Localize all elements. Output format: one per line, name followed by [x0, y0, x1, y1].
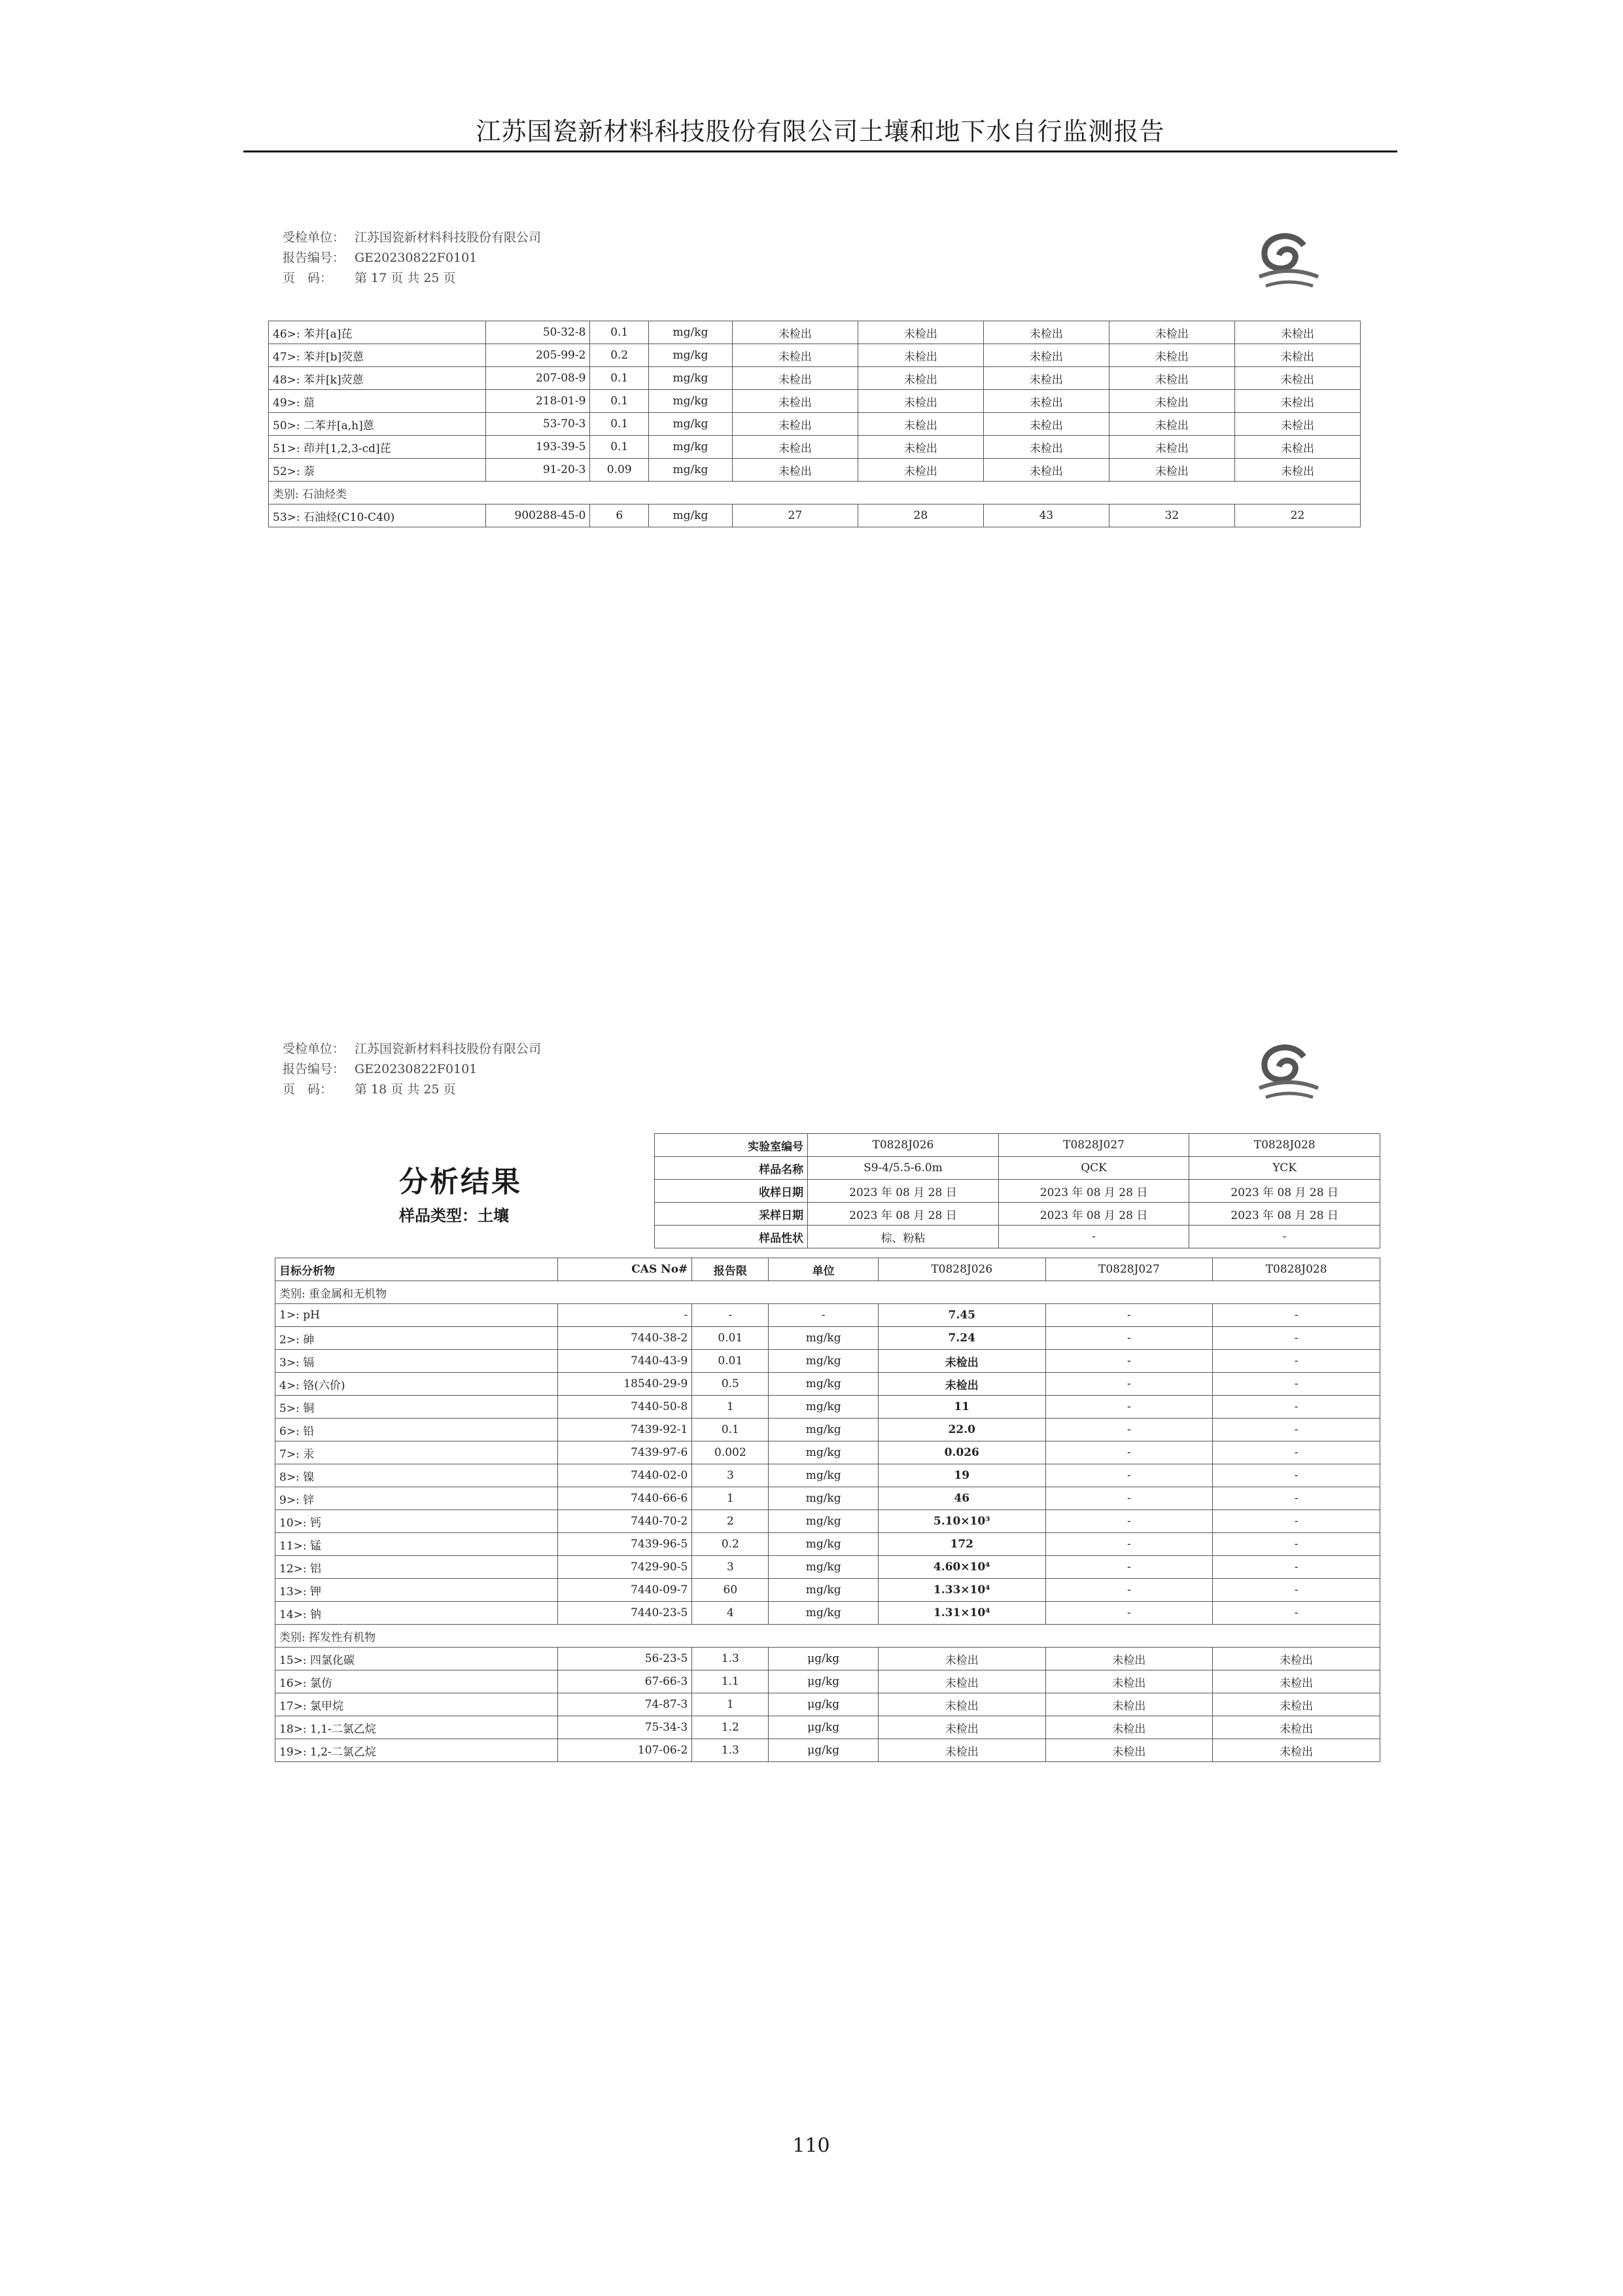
- table-cell: -: [1213, 1373, 1380, 1396]
- table-cell: 样品性状: [655, 1226, 808, 1248]
- table-cell: mg/kg: [649, 413, 733, 436]
- table-row: [275, 1419, 1380, 1441]
- table-cell: mg/kg: [769, 1441, 879, 1464]
- table-cell: 未检出: [983, 436, 1109, 459]
- table-cell: 4: [692, 1602, 769, 1625]
- table-cell: 未检出: [858, 459, 983, 482]
- table-cell: 收样日期: [655, 1180, 808, 1203]
- table-cell: mg/kg: [769, 1533, 879, 1556]
- table-cell: 17>: 氯甲烷: [275, 1693, 558, 1716]
- table-cell: 13>: 钾: [275, 1579, 558, 1602]
- table-cell: 46>: 苯并[a]芘: [269, 321, 486, 344]
- table-cell: 19: [878, 1464, 1045, 1487]
- table-cell: -: [1045, 1602, 1213, 1625]
- scanned-page-17: [262, 216, 1361, 543]
- table-cell: 未检出: [1045, 1670, 1213, 1693]
- results-table-p18: [275, 1258, 1380, 1762]
- table-row: [275, 1350, 1380, 1373]
- table-cell: 未检出: [1213, 1693, 1380, 1716]
- table-cell: 未检出: [1213, 1648, 1380, 1670]
- table-cell: 5.10×10³: [878, 1510, 1045, 1533]
- table-cell: 样品名称: [655, 1157, 808, 1180]
- table-cell: 32: [1109, 504, 1234, 527]
- table-cell: 未检出: [732, 436, 858, 459]
- table-cell: 53>: 石油烃(C10-C40): [269, 504, 486, 527]
- table-cell: 5>: 铜: [275, 1396, 558, 1419]
- table-cell: 未检出: [732, 344, 858, 367]
- table-cell: 未检出: [983, 459, 1109, 482]
- table-cell: 172: [878, 1533, 1045, 1556]
- table-cell: -: [1213, 1510, 1380, 1533]
- table-cell: 12>: 铝: [275, 1556, 558, 1579]
- table-cell: 7440-23-5: [558, 1602, 692, 1625]
- table-cell: 50-32-8: [485, 321, 590, 344]
- table-cell: 900288-45-0: [485, 504, 590, 527]
- table-cell: mg/kg: [769, 1556, 879, 1579]
- table-cell: 218-01-9: [485, 390, 590, 413]
- table-cell: mg/kg: [649, 436, 733, 459]
- table-cell: 0.1: [590, 390, 649, 413]
- table-cell: 7440-43-9: [558, 1350, 692, 1373]
- table-cell: -: [1213, 1304, 1380, 1327]
- table-row: [275, 1693, 1380, 1716]
- table-row: [269, 390, 1361, 413]
- table-cell: T0828J028: [1189, 1134, 1380, 1157]
- table-cell: 未检出: [983, 413, 1109, 436]
- table-cell: -: [1045, 1396, 1213, 1419]
- table-cell: 3>: 镉: [275, 1350, 558, 1373]
- table-cell: 1: [692, 1693, 769, 1716]
- table-cell: mg/kg: [769, 1396, 879, 1419]
- table-cell: -: [1045, 1487, 1213, 1510]
- table-cell: 7440-09-7: [558, 1579, 692, 1602]
- table-cell: 50>: 二苯并[a,h]蒽: [269, 413, 486, 436]
- table-row: [275, 1441, 1380, 1464]
- table-cell: 棕、粉粘: [808, 1226, 999, 1248]
- table-cell: 未检出: [878, 1648, 1045, 1670]
- sample-type: 样品类型：土壤: [399, 1206, 509, 1225]
- company-logo-icon: [1253, 226, 1325, 294]
- info-row: [655, 1203, 1380, 1226]
- table-cell: 8>: 镍: [275, 1464, 558, 1487]
- table-cell: 未检出: [858, 436, 983, 459]
- table-cell: 未检出: [732, 413, 858, 436]
- table-cell: 1.3: [692, 1648, 769, 1670]
- table-cell: 0.1: [590, 413, 649, 436]
- table-cell: μg/kg: [769, 1739, 879, 1762]
- scanned-page-18: [262, 1027, 1361, 1780]
- table-row: [269, 321, 1361, 344]
- table-cell: 28: [858, 504, 983, 527]
- table-row: [275, 1716, 1380, 1739]
- table-cell: 18540-29-9: [558, 1373, 692, 1396]
- table-cell: 未检出: [732, 367, 858, 390]
- table-cell: -: [1045, 1350, 1213, 1373]
- table-cell: 2023 年 08 月 28 日: [1189, 1180, 1380, 1203]
- info-row: [655, 1157, 1380, 1180]
- table-cell: -: [1213, 1487, 1380, 1510]
- table-cell: 未检出: [1234, 413, 1360, 436]
- table-cell: 未检出: [858, 344, 983, 367]
- table-cell: 未检出: [858, 390, 983, 413]
- table-row: [269, 413, 1361, 436]
- table-cell: 107-06-2: [558, 1739, 692, 1762]
- table-row: [275, 1579, 1380, 1602]
- table-cell: 1.3: [692, 1739, 769, 1762]
- table-cell: 报告限: [692, 1258, 769, 1281]
- table-cell: 2023 年 08 月 28 日: [1189, 1203, 1380, 1226]
- table-cell: mg/kg: [649, 344, 733, 367]
- table-cell: 未检出: [1234, 321, 1360, 344]
- table-cell: 60: [692, 1579, 769, 1602]
- table-cell: -: [1213, 1327, 1380, 1350]
- table-cell: 7440-02-0: [558, 1464, 692, 1487]
- table-cell: mg/kg: [769, 1510, 879, 1533]
- table-cell: 未检出: [1234, 367, 1360, 390]
- table-cell: 未检出: [983, 367, 1109, 390]
- table-cell: 未检出: [1109, 436, 1234, 459]
- table-cell: 目标分析物: [275, 1258, 558, 1281]
- page-info: 第 17 页 共 25 页: [355, 271, 456, 285]
- table-cell: μg/kg: [769, 1693, 879, 1716]
- table-cell: -: [1045, 1510, 1213, 1533]
- table-cell: 未检出: [983, 344, 1109, 367]
- table-cell: 1.1: [692, 1670, 769, 1693]
- page-info: 第 18 页 共 25 页: [355, 1082, 456, 1097]
- table-row: [269, 436, 1361, 459]
- report-meta: [283, 1039, 541, 1100]
- table-cell: -: [1045, 1556, 1213, 1579]
- table-cell: μg/kg: [769, 1670, 879, 1693]
- table-cell: 未检出: [1045, 1739, 1213, 1762]
- table-cell: 91-20-3: [485, 459, 590, 482]
- table-cell: 205-99-2: [485, 344, 590, 367]
- table-row: [275, 1327, 1380, 1350]
- table-cell: 未检出: [1109, 321, 1234, 344]
- table-cell: 0.1: [590, 321, 649, 344]
- table-cell: 0.026: [878, 1441, 1045, 1464]
- table-row: [275, 1304, 1380, 1327]
- table-cell: 2023 年 08 月 28 日: [998, 1203, 1189, 1226]
- table-cell: 0.01: [692, 1327, 769, 1350]
- table-cell: mg/kg: [769, 1602, 879, 1625]
- table-row: [275, 1510, 1380, 1533]
- table-cell: 75-34-3: [558, 1716, 692, 1739]
- table-cell: mg/kg: [769, 1579, 879, 1602]
- table-row: [275, 1648, 1380, 1670]
- table-cell: -: [1213, 1533, 1380, 1556]
- client-label: 受检单位：: [283, 230, 345, 245]
- table-cell: -: [1213, 1396, 1380, 1419]
- table-cell: 2023 年 08 月 28 日: [808, 1203, 999, 1226]
- table-cell: 11>: 锰: [275, 1533, 558, 1556]
- table-cell: 10>: 钙: [275, 1510, 558, 1533]
- client-label: 受检单位：: [283, 1042, 345, 1056]
- company-logo-icon: [1253, 1037, 1325, 1105]
- table-cell: 9>: 锌: [275, 1487, 558, 1510]
- table-cell: 2023 年 08 月 28 日: [998, 1180, 1189, 1203]
- table-cell: 未检出: [1213, 1670, 1380, 1693]
- info-row: [655, 1226, 1380, 1248]
- table-cell: 未检出: [983, 390, 1109, 413]
- table-cell: 7.45: [878, 1304, 1045, 1327]
- table-cell: 未检出: [1045, 1716, 1213, 1739]
- table-cell: mg/kg: [649, 390, 733, 413]
- table-cell: 74-87-3: [558, 1693, 692, 1716]
- table-cell: mg/kg: [769, 1419, 879, 1441]
- table-header-row: [275, 1258, 1380, 1281]
- table-cell: 未检出: [732, 321, 858, 344]
- table-row: [269, 344, 1361, 367]
- table-cell: 7440-50-8: [558, 1396, 692, 1419]
- table-row: [269, 459, 1361, 482]
- table-cell: -: [1213, 1556, 1380, 1579]
- info-row: [655, 1134, 1380, 1157]
- table-cell: -: [1045, 1579, 1213, 1602]
- table-cell: mg/kg: [769, 1464, 879, 1487]
- table-cell: 未检出: [878, 1670, 1045, 1693]
- category-row: [275, 1625, 1380, 1648]
- table-cell: 7440-70-2: [558, 1510, 692, 1533]
- table-cell: 7>: 汞: [275, 1441, 558, 1464]
- table-cell: mg/kg: [769, 1373, 879, 1396]
- page-header: 江苏国瓷新材料科技股份有限公司土壤和地下水自行监测报告: [476, 117, 1165, 146]
- table-cell: 未检出: [878, 1693, 1045, 1716]
- table-cell: 2023 年 08 月 28 日: [808, 1180, 999, 1203]
- table-cell: YCK: [1189, 1157, 1380, 1180]
- table-cell: mg/kg: [769, 1327, 879, 1350]
- table-cell: 193-39-5: [485, 436, 590, 459]
- table-cell: 1.33×10⁴: [878, 1579, 1045, 1602]
- table-cell: 实验室编号: [655, 1134, 808, 1157]
- table-cell: 2>: 砷: [275, 1327, 558, 1350]
- table-cell: 7440-66-6: [558, 1487, 692, 1510]
- table-cell: 未检出: [1234, 344, 1360, 367]
- analysis-title: 分析结果: [399, 1165, 522, 1199]
- table-cell: 未检出: [1045, 1648, 1213, 1670]
- table-cell: 15>: 四氯化碳: [275, 1648, 558, 1670]
- table-cell: 0.2: [590, 344, 649, 367]
- table-cell: -: [1213, 1602, 1380, 1625]
- table-cell: 22: [1234, 504, 1360, 527]
- table-cell: 未检出: [1234, 436, 1360, 459]
- table-cell: T0828J027: [998, 1134, 1189, 1157]
- table-cell: 0.002: [692, 1441, 769, 1464]
- table-cell: 未检出: [1213, 1739, 1380, 1762]
- table-cell: -: [1045, 1533, 1213, 1556]
- table-cell: 207-08-9: [485, 367, 590, 390]
- table-cell: -: [1213, 1419, 1380, 1441]
- table-cell: μg/kg: [769, 1716, 879, 1739]
- table-cell: -: [1045, 1304, 1213, 1327]
- table-cell: 未检出: [878, 1373, 1045, 1396]
- table-cell: -: [769, 1304, 879, 1327]
- table-cell: 7439-96-5: [558, 1533, 692, 1556]
- category-row: [269, 482, 1361, 504]
- category-cell: 类别: 石油烃类: [269, 482, 1361, 504]
- table-cell: -: [1189, 1226, 1380, 1248]
- table-cell: -: [1213, 1441, 1380, 1464]
- table-row: [275, 1373, 1380, 1396]
- report-no-label: 报告编号：: [283, 251, 345, 265]
- client-name: 江苏国瓷新材料科技股份有限公司: [355, 230, 542, 245]
- table-row: [275, 1533, 1380, 1556]
- table-cell: -: [1213, 1579, 1380, 1602]
- report-meta: [283, 228, 541, 289]
- table-cell: 53-70-3: [485, 413, 590, 436]
- table-cell: 未检出: [1234, 459, 1360, 482]
- page-label: 页 码：: [283, 1082, 333, 1097]
- table-cell: T0828J028: [1213, 1258, 1380, 1281]
- table-cell: 22.0: [878, 1419, 1045, 1441]
- table-row: [275, 1602, 1380, 1625]
- category-cell: 类别: 重金属和无机物: [275, 1281, 1380, 1304]
- table-cell: 3: [692, 1556, 769, 1579]
- table-cell: 采样日期: [655, 1203, 808, 1226]
- table-cell: 7439-92-1: [558, 1419, 692, 1441]
- table-cell: mg/kg: [649, 504, 733, 527]
- table-cell: 48>: 苯并[k]荧蒽: [269, 367, 486, 390]
- table-cell: 4.60×10⁴: [878, 1556, 1045, 1579]
- table-cell: 未检出: [878, 1350, 1045, 1373]
- table-cell: 未检出: [1213, 1716, 1380, 1739]
- table-cell: 46: [878, 1487, 1045, 1510]
- table-row: [275, 1556, 1380, 1579]
- info-row: [655, 1180, 1380, 1203]
- client-name: 江苏国瓷新材料科技股份有限公司: [355, 1042, 542, 1056]
- page-number: 110: [792, 2134, 830, 2157]
- table-cell: 未检出: [858, 367, 983, 390]
- table-cell: -: [1045, 1441, 1213, 1464]
- table-cell: 未检出: [1234, 390, 1360, 413]
- table-cell: -: [1213, 1350, 1380, 1373]
- table-cell: 未检出: [1109, 459, 1234, 482]
- table-cell: 未检出: [983, 321, 1109, 344]
- table-cell: -: [558, 1304, 692, 1327]
- table-cell: 未检出: [858, 321, 983, 344]
- table-cell: 7.24: [878, 1327, 1045, 1350]
- header-rule: [243, 150, 1397, 152]
- table-cell: 未检出: [858, 413, 983, 436]
- table-cell: 0.2: [692, 1533, 769, 1556]
- table-cell: 未检出: [1109, 344, 1234, 367]
- table-cell: μg/kg: [769, 1648, 879, 1670]
- table-row: [269, 504, 1361, 527]
- table-cell: 单位: [769, 1258, 879, 1281]
- table-cell: -: [1045, 1327, 1213, 1350]
- report-no-label: 报告编号：: [283, 1062, 345, 1076]
- table-row: [275, 1739, 1380, 1762]
- table-cell: 18>: 1,1-二氯乙烷: [275, 1716, 558, 1739]
- table-cell: -: [1213, 1464, 1380, 1487]
- table-cell: 0.1: [590, 436, 649, 459]
- table-cell: 6>: 铅: [275, 1419, 558, 1441]
- table-cell: 7440-38-2: [558, 1327, 692, 1350]
- table-cell: 3: [692, 1464, 769, 1487]
- table-cell: 未检出: [878, 1739, 1045, 1762]
- category-row: [275, 1281, 1380, 1304]
- table-row: [275, 1464, 1380, 1487]
- table-row: [269, 367, 1361, 390]
- table-cell: 未检出: [878, 1716, 1045, 1739]
- table-cell: 4>: 铬(六价): [275, 1373, 558, 1396]
- table-cell: 1>: pH: [275, 1304, 558, 1327]
- table-cell: 0.1: [692, 1419, 769, 1441]
- table-cell: -: [1045, 1464, 1213, 1487]
- category-cell: 类别: 挥发性有机物: [275, 1625, 1380, 1648]
- table-cell: 56-23-5: [558, 1648, 692, 1670]
- table-cell: mg/kg: [649, 367, 733, 390]
- table-cell: 0.1: [590, 367, 649, 390]
- table-cell: 47>: 苯并[b]荧蒽: [269, 344, 486, 367]
- table-cell: 14>: 钠: [275, 1602, 558, 1625]
- table-cell: -: [998, 1226, 1189, 1248]
- table-cell: 0.09: [590, 459, 649, 482]
- report-no: GE20230822F0101: [355, 251, 478, 265]
- table-cell: 未检出: [732, 390, 858, 413]
- table-row: [275, 1670, 1380, 1693]
- table-cell: 2: [692, 1510, 769, 1533]
- table-cell: 16>: 氯仿: [275, 1670, 558, 1693]
- table-cell: 未检出: [1109, 413, 1234, 436]
- table-cell: CAS No#: [558, 1258, 692, 1281]
- table-cell: 43: [983, 504, 1109, 527]
- table-cell: 67-66-3: [558, 1670, 692, 1693]
- table-row: [275, 1396, 1380, 1419]
- table-cell: 27: [732, 504, 858, 527]
- table-cell: 0.5: [692, 1373, 769, 1396]
- table-cell: -: [1045, 1373, 1213, 1396]
- table-cell: 52>: 萘: [269, 459, 486, 482]
- page-label: 页 码：: [283, 271, 333, 285]
- table-cell: T0828J026: [808, 1134, 999, 1157]
- table-cell: 1.2: [692, 1716, 769, 1739]
- table-cell: mg/kg: [769, 1487, 879, 1510]
- table-cell: 6: [590, 504, 649, 527]
- table-cell: 19>: 1,2-二氯乙烷: [275, 1739, 558, 1762]
- table-cell: 未检出: [1045, 1693, 1213, 1716]
- table-cell: 未检出: [1109, 367, 1234, 390]
- results-table-p17: [268, 321, 1361, 527]
- table-cell: mg/kg: [649, 321, 733, 344]
- table-cell: T0828J026: [878, 1258, 1045, 1281]
- table-cell: 1: [692, 1396, 769, 1419]
- table-cell: mg/kg: [769, 1350, 879, 1373]
- table-cell: 51>: 茚并[1,2,3-cd]芘: [269, 436, 486, 459]
- table-row: [275, 1487, 1380, 1510]
- table-cell: 7429-90-5: [558, 1556, 692, 1579]
- table-cell: 0.01: [692, 1350, 769, 1373]
- table-cell: 49>: 䓛: [269, 390, 486, 413]
- table-cell: QCK: [998, 1157, 1189, 1180]
- table-cell: 未检出: [732, 459, 858, 482]
- table-cell: 11: [878, 1396, 1045, 1419]
- table-cell: T0828J027: [1045, 1258, 1213, 1281]
- table-cell: 7439-97-6: [558, 1441, 692, 1464]
- report-no: GE20230822F0101: [355, 1062, 478, 1076]
- sample-info-table: [654, 1133, 1380, 1248]
- table-cell: S9-4/5.5-6.0m: [808, 1157, 999, 1180]
- table-cell: -: [692, 1304, 769, 1327]
- table-cell: -: [1045, 1419, 1213, 1441]
- table-cell: 1: [692, 1487, 769, 1510]
- table-cell: 未检出: [1109, 390, 1234, 413]
- table-cell: 1.31×10⁴: [878, 1602, 1045, 1625]
- table-cell: mg/kg: [649, 459, 733, 482]
